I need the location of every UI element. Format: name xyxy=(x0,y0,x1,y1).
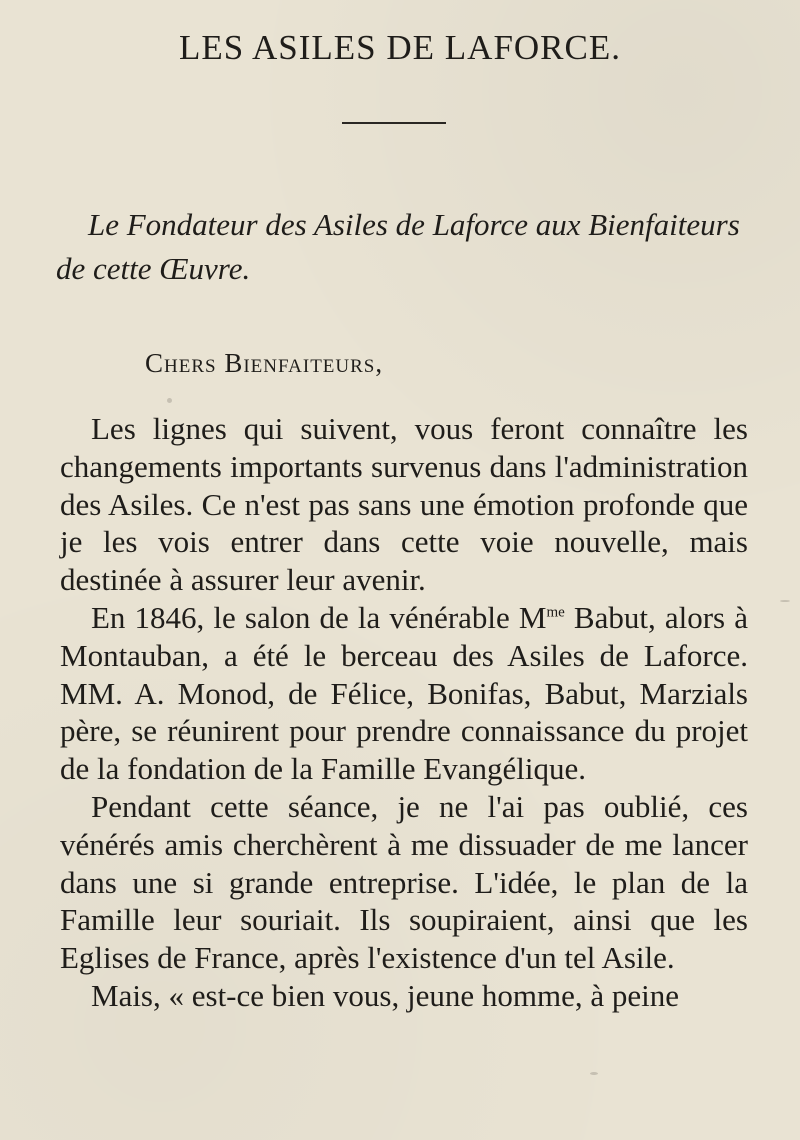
paper-speck xyxy=(167,398,172,403)
paragraph-3: Pendant cette séance, je ne l'ai pas oublié, ces vénérés amis cherchèrent à me dissuader de me lancer dans une si grande entreprise. L'idée, le plan de la Famille leur souriait. Ils soupiraient, ainsi que les Eglises de France, après l'existence d'un tel Asile. xyxy=(60,788,748,976)
paper-speck xyxy=(780,600,790,602)
paragraph-1: Les lignes qui suivent, vous feront connaître les changements importants survenus dans l'administration des Asiles. Ce n'est pas sans une émotion profonde que je les vois entrer dans cette voie nouvelle, mais destinée à assurer leur avenir. xyxy=(60,411,748,598)
paragraph-4: Mais, « est-ce bien vous, jeune homme, à peine xyxy=(91,977,679,1013)
paragraph-2-start: En 1846, le salon de la vénérable M xyxy=(91,599,547,635)
superscript-me: me xyxy=(546,604,565,621)
paragraph-2-end: Babut, alors à Montauban, a été le berceau des Asiles de Laforce. MM. A. Monod, de Félice, Bonifas, Babut, Marzials père, se réunirent pour prendre connaissance du projet de la fondation de la Famille Evangélique. xyxy=(60,599,748,787)
page-title: LES ASILES DE LAFORCE. xyxy=(178,28,622,67)
title-divider xyxy=(342,122,446,124)
paper-speck xyxy=(590,1072,598,1075)
letter-body xyxy=(60,410,748,1015)
letter-heading: Le Fondateur des Asiles de Laforce aux Bienfaiteurs de cette Œuvre. xyxy=(56,207,740,286)
salutation: Chers Bienfaiteurs, xyxy=(145,348,384,378)
paragraph-2 xyxy=(60,599,748,788)
